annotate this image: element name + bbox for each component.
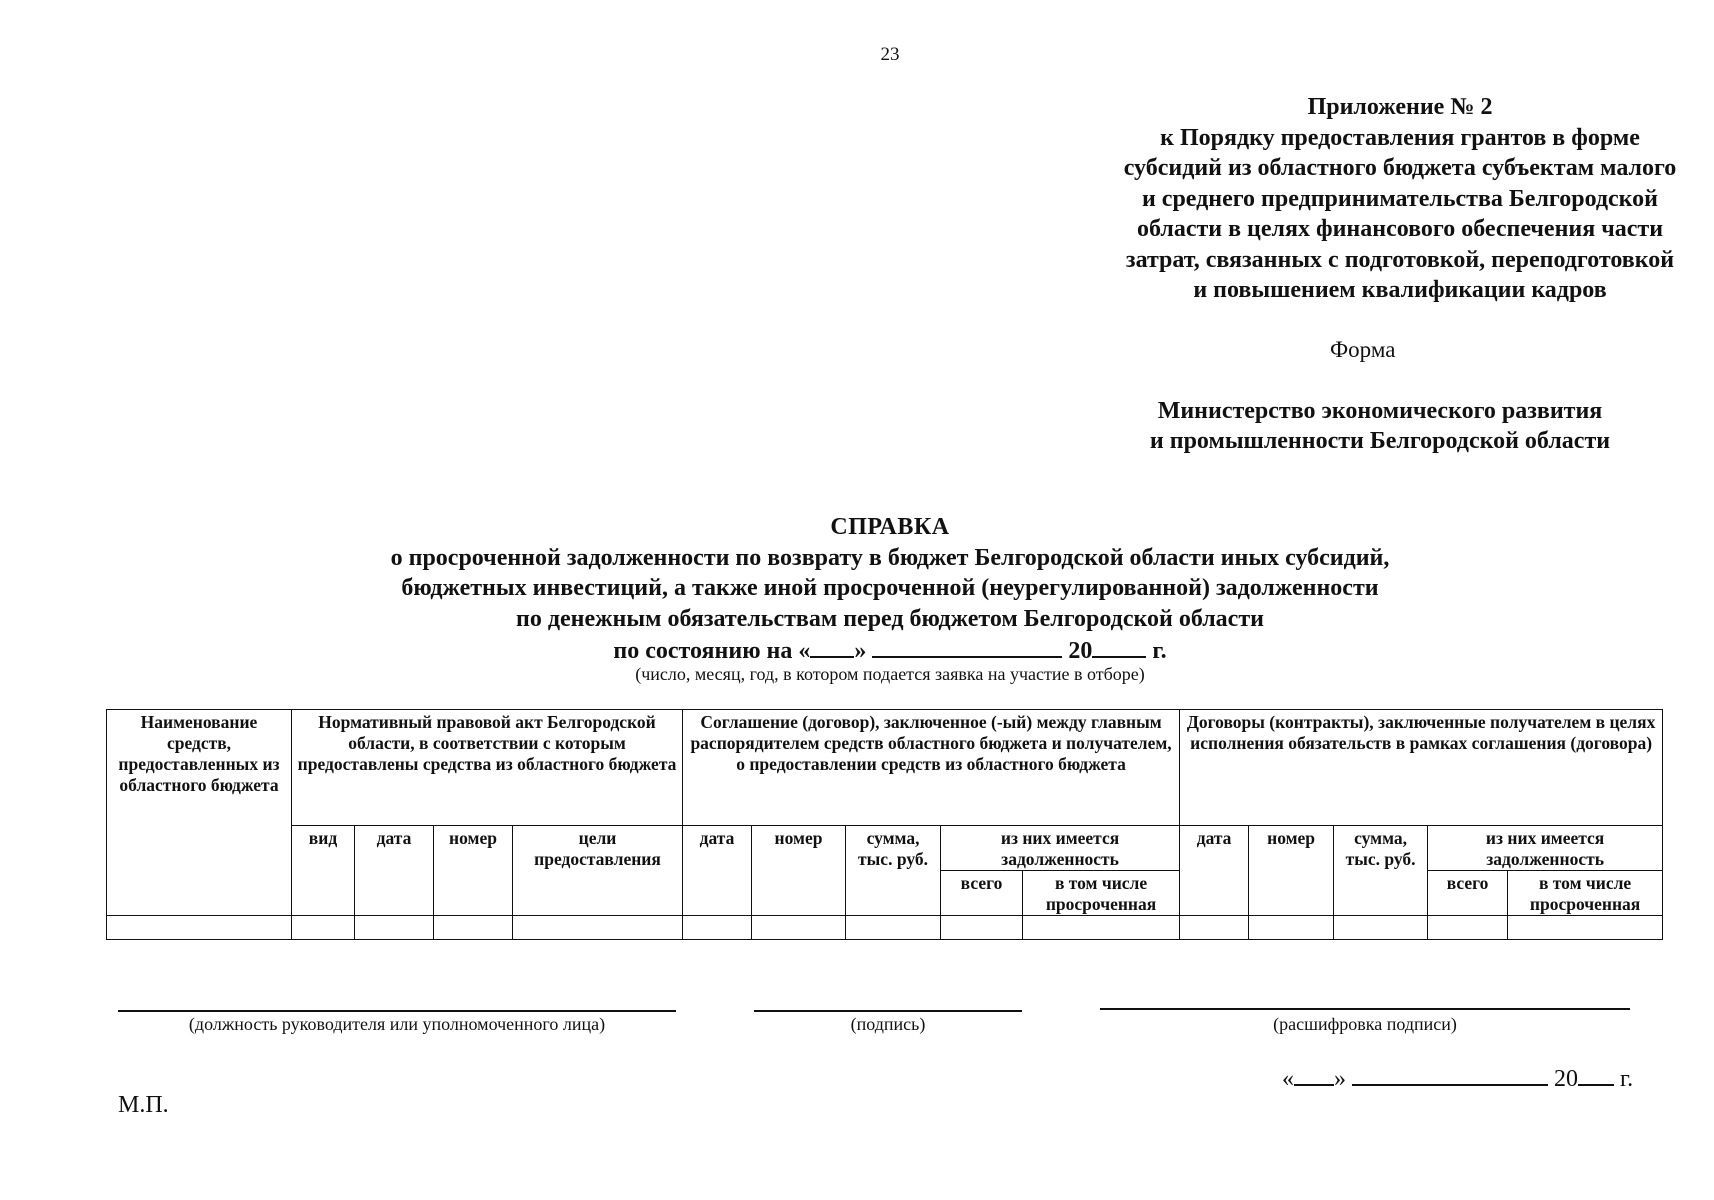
table-cell[interactable] xyxy=(355,916,434,940)
decoding-caption: (расшифровка подписи) xyxy=(1273,1014,1457,1034)
title-line-3: по денежным обязательствам перед бюджетом Белгородской области xyxy=(516,605,1264,632)
year-blank[interactable] xyxy=(1092,634,1146,658)
ministry-line-1: Министерство экономического развития xyxy=(1157,398,1603,424)
bottom-date xyxy=(1282,1062,1633,1093)
appendix-line: затрат, связанных с подготовкой, переподготовкой xyxy=(1125,246,1675,273)
stamp-label: М.П. xyxy=(118,1092,169,1118)
col-header-act-purpose: цели предоставления xyxy=(513,826,683,916)
col-header-contract-debt: из них имеется задолженность xyxy=(1428,826,1663,871)
appendix-line: области в целях финансового обеспечения части xyxy=(1136,216,1664,242)
decoding-line[interactable] xyxy=(1100,1008,1630,1010)
bottom-date-suffix: г. xyxy=(1620,1066,1634,1092)
col-header-name: Наименование средств, предоставленных из областного бюджета xyxy=(107,710,292,916)
day-blank[interactable] xyxy=(810,634,854,658)
bottom-month-blank[interactable] xyxy=(1352,1062,1548,1086)
appendix-header xyxy=(1040,92,1714,306)
col-header-contract-overdue: в том числе просроченная xyxy=(1508,871,1663,916)
document-title xyxy=(200,512,1580,667)
col-header-act-number: номер xyxy=(434,826,513,916)
table-cell[interactable] xyxy=(846,916,941,940)
appendix-line: и повышением квалификации кадров xyxy=(1193,277,1607,303)
appendix-line: и среднего предпринимательства Белгородской xyxy=(1141,185,1659,212)
col-header-contract-total: всего xyxy=(1428,871,1508,916)
bottom-date-open: « xyxy=(1282,1066,1294,1092)
group-header-agreement: Соглашение (договор), заключенное (-ый) между главным распорядителем средств областного бюджета и получателем, о предоставлении средств из областного бюджета xyxy=(683,710,1180,826)
group-header-contracts: Договоры (контракты), заключенные получателем в целях исполнения обязательств в рамках соглашения (договора) xyxy=(1180,710,1663,826)
col-header-agreement-sum: сумма, тыс. руб. xyxy=(846,826,941,916)
bottom-date-close: » xyxy=(1334,1066,1346,1092)
col-header-agreement-number: номер xyxy=(752,826,846,916)
table-cell[interactable] xyxy=(1249,916,1334,940)
date-prefix: по состоянию на « xyxy=(613,638,811,664)
group-header-act: Нормативный правовой акт Белгородской области, в соответствии с которым предоставлены средства из областного бюджета xyxy=(292,710,683,826)
table-row xyxy=(107,916,1663,940)
table-cell[interactable] xyxy=(1428,916,1508,940)
form-label: Форма xyxy=(1330,337,1396,362)
col-header-agreement-total: всего xyxy=(941,871,1023,916)
position-caption: (должность руководителя или уполномоченного лица) xyxy=(188,1014,606,1034)
col-header-agreement-date: дата xyxy=(683,826,752,916)
col-header-agreement-debt: из них имеется задолженность xyxy=(941,826,1180,871)
bottom-date-year: 20 xyxy=(1554,1066,1578,1092)
date-suffix: г. xyxy=(1152,638,1167,664)
table-cell[interactable] xyxy=(1180,916,1249,940)
title-line-2: бюджетных инвестиций, а также иной просроченной (неурегулированной) задолженности xyxy=(401,575,1379,601)
col-header-contract-sum: сумма, тыс. руб. xyxy=(1334,826,1428,916)
appendix-line: к Порядку предоставления грантов в форме xyxy=(1160,124,1640,151)
col-header-contract-number: номер xyxy=(1249,826,1334,916)
table-cell[interactable] xyxy=(292,916,355,940)
table-cell[interactable] xyxy=(1023,916,1180,940)
month-blank[interactable] xyxy=(872,634,1062,658)
table-cell[interactable] xyxy=(1508,916,1663,940)
date-quote-close: » xyxy=(854,638,867,664)
col-header-contract-date: дата xyxy=(1180,826,1249,916)
debt-table xyxy=(106,709,1663,940)
signature-line[interactable] xyxy=(754,1010,1022,1012)
table-cell[interactable] xyxy=(1334,916,1428,940)
table-cell[interactable] xyxy=(107,916,292,940)
signature-caption: (подпись) xyxy=(850,1014,926,1034)
col-header-agreement-overdue: в том числе просроченная xyxy=(1023,871,1180,916)
title-date-line xyxy=(200,634,1580,667)
date-hint: (число, месяц, год, в котором подается заявка на участие в отборе) xyxy=(635,664,1145,684)
date-year: 20 xyxy=(1068,638,1093,664)
ministry-block xyxy=(1060,396,1700,456)
table-cell[interactable] xyxy=(513,916,683,940)
table-cell[interactable] xyxy=(752,916,846,940)
bottom-year-blank[interactable] xyxy=(1578,1062,1614,1086)
title-main: СПРАВКА xyxy=(830,514,950,540)
bottom-day-blank[interactable] xyxy=(1294,1062,1334,1086)
appendix-line: Приложение № 2 xyxy=(1307,94,1493,120)
position-line[interactable] xyxy=(118,1010,676,1012)
page-number: 23 xyxy=(880,44,900,65)
table-cell[interactable] xyxy=(434,916,513,940)
col-header-act-date: дата xyxy=(355,826,434,916)
table-cell[interactable] xyxy=(683,916,752,940)
table-cell[interactable] xyxy=(941,916,1023,940)
ministry-line-2: и промышленности Белгородской области xyxy=(1149,428,1611,454)
appendix-line: субсидий из областного бюджета субъектам малого xyxy=(1123,155,1677,181)
title-line-1: о просроченной задолженности по возврату в бюджет Белгородской области иных субсидий, xyxy=(390,544,1390,571)
col-header-act-kind: вид xyxy=(292,826,355,916)
